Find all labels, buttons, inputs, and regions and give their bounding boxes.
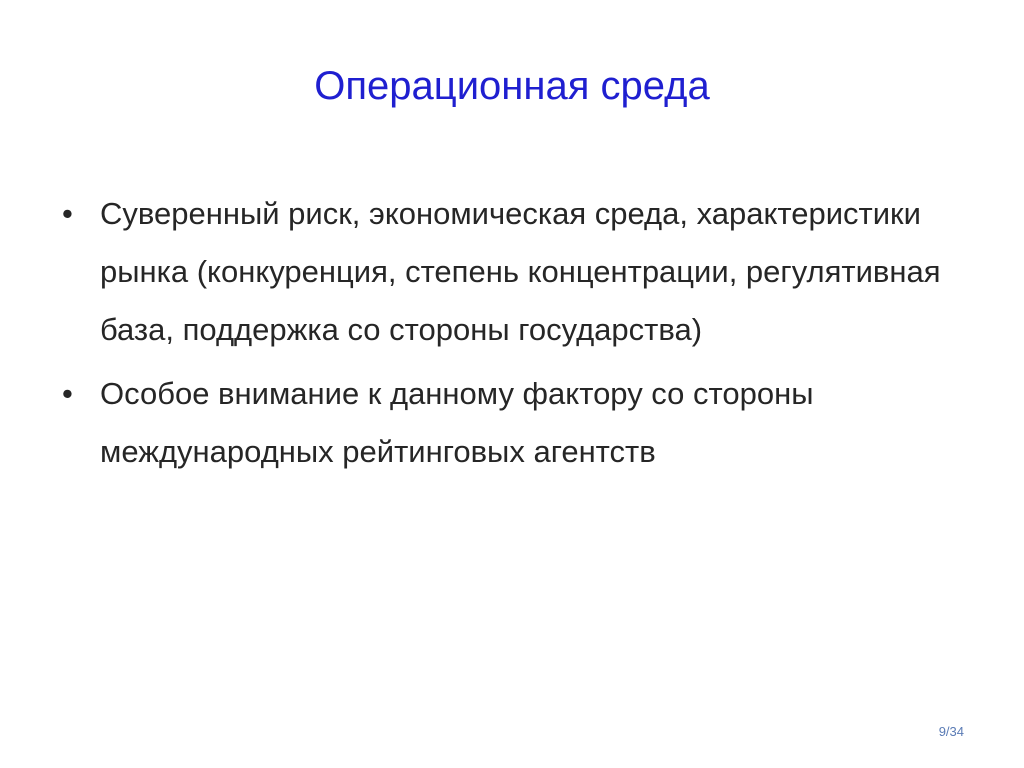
bullet-item — [62, 365, 962, 481]
page-number: 9/34 — [938, 724, 964, 739]
bullet-list — [62, 185, 962, 487]
bullet-text: Особое внимание к данному фактору со стороны международных рейтинговых агентств — [100, 376, 814, 469]
bullet-text: Суверенный риск, экономическая среда, характеристики рынка (конкуренция, степень концентрации, регулятивная база, поддержка со стороны государства) — [100, 196, 941, 347]
bullet-icon: • — [62, 196, 73, 231]
slide-title: Операционная среда — [314, 64, 710, 108]
bullet-item — [62, 185, 962, 359]
bullet-icon: • — [62, 376, 73, 411]
